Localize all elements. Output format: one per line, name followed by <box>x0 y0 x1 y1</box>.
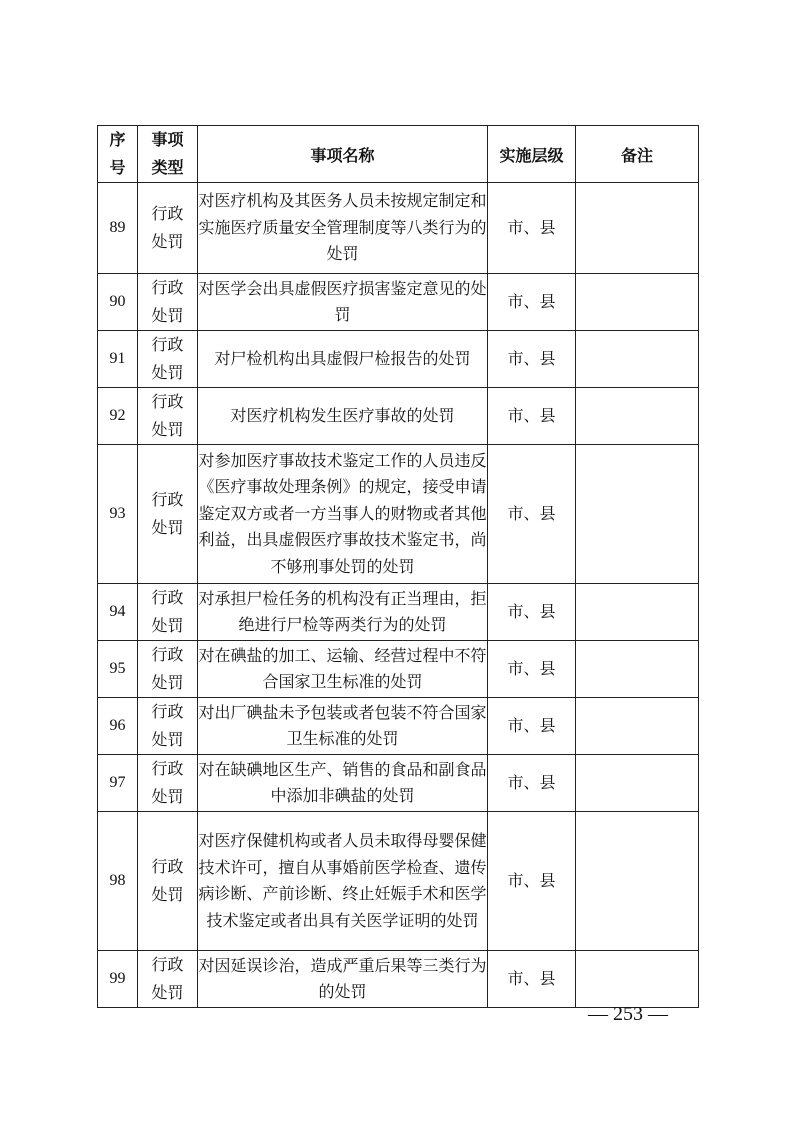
row-number: 94 <box>98 584 138 641</box>
row-type: 行政处罚 <box>138 445 198 584</box>
row-number: 95 <box>98 641 138 698</box>
row-type: 行政处罚 <box>138 331 198 388</box>
row-note <box>576 812 699 951</box>
row-note <box>576 584 699 641</box>
row-note <box>576 641 699 698</box>
row-number: 90 <box>98 274 138 331</box>
row-number: 92 <box>98 388 138 445</box>
row-name: 对参加医疗事故技术鉴定工作的人员违反《医疗事故处理条例》的规定，接受申请鉴定双方或者一方当事人的财物或者其他利益，出具虚假医疗事故技术鉴定书，尚不够刑事处罚的处罚 <box>198 445 488 584</box>
row-type: 行政处罚 <box>138 641 198 698</box>
row-number: 99 <box>98 951 138 1008</box>
row-type: 行政处罚 <box>138 812 198 951</box>
header-seq: 序号 <box>98 126 138 183</box>
row-name: 对尸检机构出具虚假尸检报告的处罚 <box>198 331 488 388</box>
table-row <box>98 951 699 1008</box>
row-name: 对因延误诊治，造成严重后果等三类行为的处罚 <box>198 951 488 1008</box>
row-type: 行政处罚 <box>138 183 198 274</box>
header-note: 备注 <box>576 126 699 183</box>
row-level: 市、县 <box>488 183 576 274</box>
row-name: 对出厂碘盐未予包装或者包装不符合国家卫生标准的处罚 <box>198 698 488 755</box>
table-row <box>98 812 699 951</box>
row-note <box>576 698 699 755</box>
table-row <box>98 445 699 584</box>
row-note <box>576 951 699 1008</box>
row-name: 对医学会出具虚假医疗损害鉴定意见的处罚 <box>198 274 488 331</box>
table-row <box>98 183 699 274</box>
row-note <box>576 388 699 445</box>
row-number: 98 <box>98 812 138 951</box>
row-level: 市、县 <box>488 951 576 1008</box>
row-level: 市、县 <box>488 445 576 584</box>
table-row <box>98 755 699 812</box>
row-type: 行政处罚 <box>138 951 198 1008</box>
row-name: 对在碘盐的加工、运输、经营过程中不符合国家卫生标准的处罚 <box>198 641 488 698</box>
row-name: 对承担尸检任务的机构没有正当理由，拒绝进行尸检等两类行为的处罚 <box>198 584 488 641</box>
row-type: 行政处罚 <box>138 388 198 445</box>
row-number: 97 <box>98 755 138 812</box>
row-note <box>576 755 699 812</box>
row-number: 91 <box>98 331 138 388</box>
row-number: 96 <box>98 698 138 755</box>
table-row <box>98 331 699 388</box>
header-type: 事项类型 <box>138 126 198 183</box>
table-row <box>98 388 699 445</box>
table-row <box>98 641 699 698</box>
table-row <box>98 274 699 331</box>
row-level: 市、县 <box>488 755 576 812</box>
items-table <box>97 125 699 1008</box>
row-level: 市、县 <box>488 584 576 641</box>
page-number: — 253 — <box>588 1003 668 1025</box>
row-name: 对在缺碘地区生产、销售的食品和副食品中添加非碘盐的处罚 <box>198 755 488 812</box>
row-name: 对医疗保健机构或者人员未取得母婴保健技术许可，擅自从事婚前医学检查、遗传病诊断、产前诊断、终止妊娠手术和医学技术鉴定或者出具有关医学证明的处罚 <box>198 812 488 951</box>
row-level: 市、县 <box>488 331 576 388</box>
row-number: 93 <box>98 445 138 584</box>
header-level: 实施层级 <box>488 126 576 183</box>
row-note <box>576 331 699 388</box>
row-number: 89 <box>98 183 138 274</box>
row-level: 市、县 <box>488 388 576 445</box>
row-name: 对医疗机构发生医疗事故的处罚 <box>198 388 488 445</box>
row-note <box>576 274 699 331</box>
table-row <box>98 698 699 755</box>
row-type: 行政处罚 <box>138 274 198 331</box>
table-header-row <box>98 126 699 183</box>
row-level: 市、县 <box>488 698 576 755</box>
header-name: 事项名称 <box>198 126 488 183</box>
row-name: 对医疗机构及其医务人员未按规定制定和实施医疗质量安全管理制度等八类行为的处罚 <box>198 183 488 274</box>
table-row <box>98 584 699 641</box>
row-level: 市、县 <box>488 812 576 951</box>
row-type: 行政处罚 <box>138 755 198 812</box>
row-level: 市、县 <box>488 641 576 698</box>
row-type: 行政处罚 <box>138 698 198 755</box>
row-level: 市、县 <box>488 274 576 331</box>
row-note <box>576 445 699 584</box>
row-type: 行政处罚 <box>138 584 198 641</box>
row-note <box>576 183 699 274</box>
